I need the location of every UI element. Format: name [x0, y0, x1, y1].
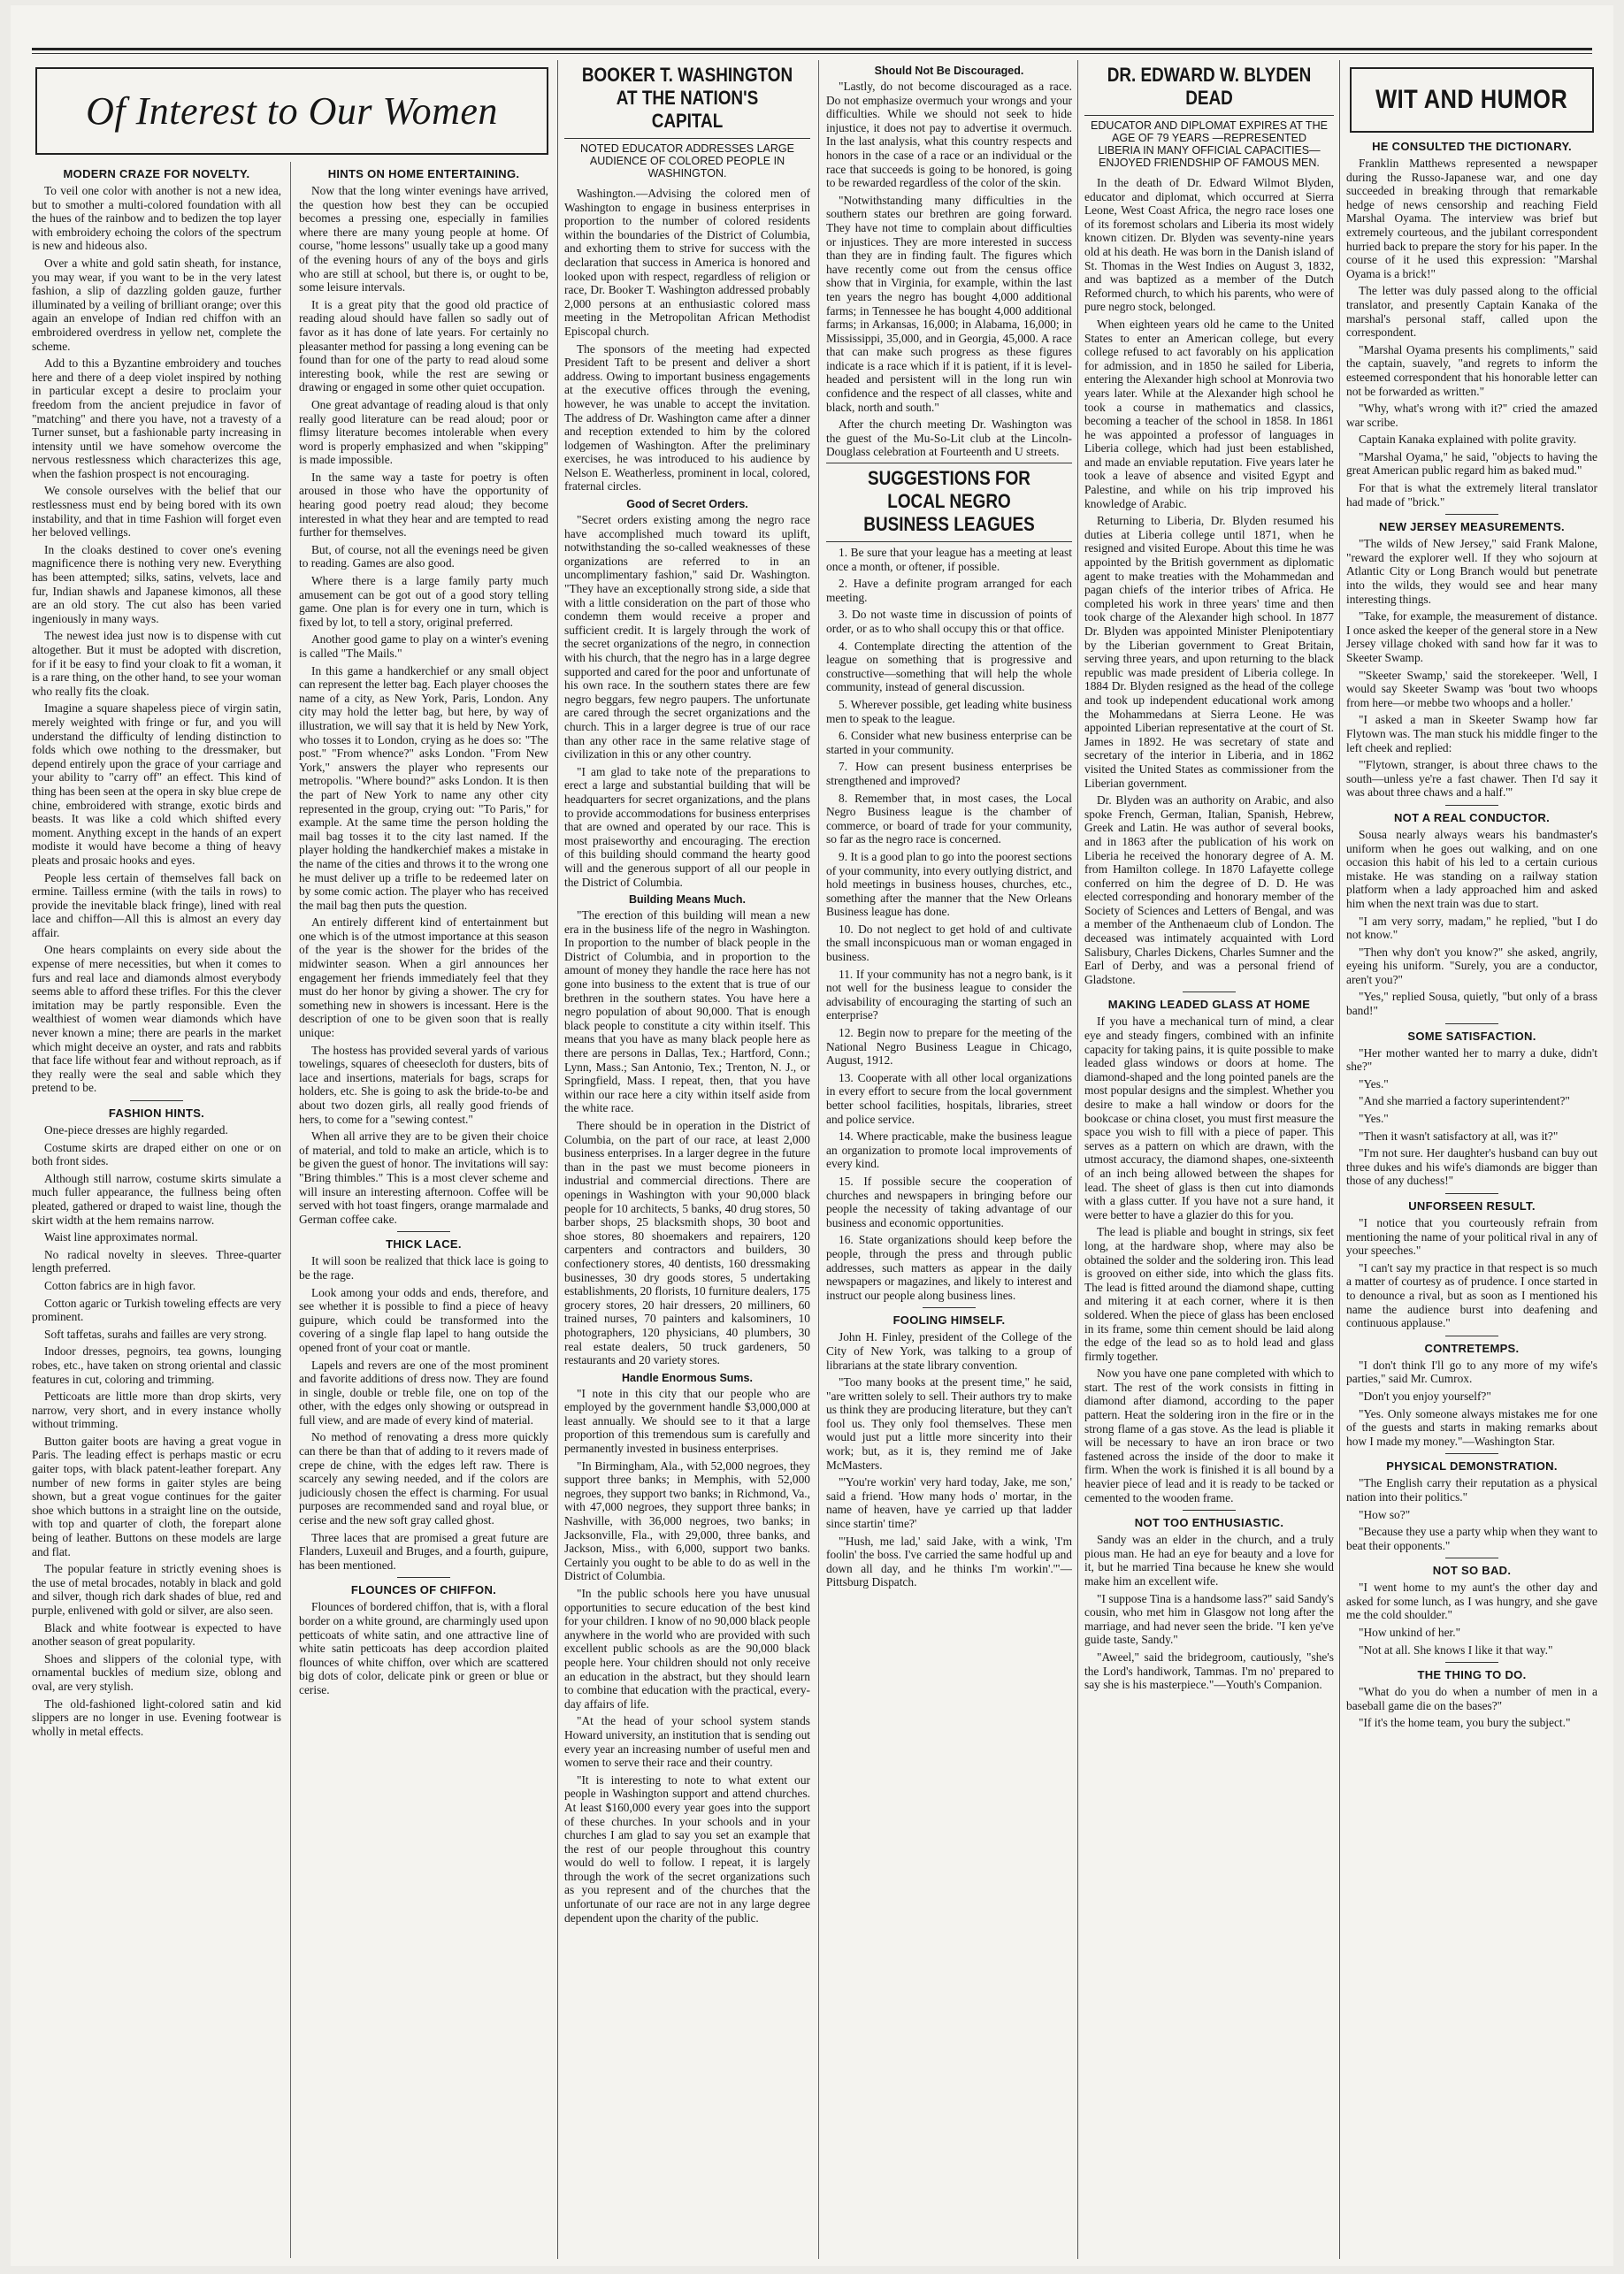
paragraph: After the church meeting Dr. Washington was the guest of the Mu-So-Lit club at the Lincoln-Douglass celebration at Fourteenth and U streets. — [826, 417, 1072, 459]
paragraph: "What do you do when a number of men in a baseball game die on the bases?" — [1346, 1685, 1597, 1712]
article-conductor — [1346, 828, 1597, 1018]
deck-washington: NOTED EDUCATOR ADDRESSES LARGE AUDIENCE OF COLORED PEOPLE IN WASHINGTON. — [580, 142, 794, 180]
paragraph: Captain Kanaka explained with polite gravity. — [1359, 433, 1577, 447]
paragraph: "'Flytown, stranger, is about three chaws to the south—unless ye're a fast chawer. Then I'd say it was about three chaws and a half.'" — [1346, 758, 1597, 800]
paragraph: The hostess has provided several yards of various towelings, squares of cheesecloth for dusters, bits of lace and insertions, materials for bags, scraps for holders, etc. She is going to ask the bride-to-be and about two dozen girls, all really good friends of hers, to come for a "sewing contest." — [299, 1043, 548, 1126]
headline-flounces: FLOUNCES OF CHIFFON. — [350, 1583, 497, 1597]
paragraph: The letter was duly passed along to the official translator, and presently Captain Kanaka of the marshal's personal staff, called upon the correspondent. — [1346, 284, 1597, 340]
headline-washington: BOOKER T. WASHINGTON AT THE NATION'S CAPITAL — [581, 64, 793, 132]
paragraph: "Secret orders existing among the negro race have accomplished much toward its uplift, notwithstanding the so-called weaknesses of these organizations are referred to in an uncomplimentary fashion," said Dr. Washington. "They have an exceptionally strong side, a side that with a little consideration on the part of those who condemn them would receive a proper and sufficient credit. It is largely through the work of the secret organizations of the negro, in connection with his church, that the negro has in a large degree supported and cared for the poor and unfortunate of his own race. In the southern states there are few negro beggars, few negro paupers. The unfortunate are cared through the secret organizations and the church. This in a larger degree is true of our race than any other race in the same relative stage of civilization in this or any other country. — [564, 513, 810, 762]
subhead-secret-orders: Good of Secret Orders. — [626, 498, 748, 511]
paragraph: 1. Be sure that your league has a meeting at least once a month, or oftener, if possible. — [826, 546, 1072, 573]
newspaper-page — [11, 5, 1613, 2266]
paragraph: The lead is pliable and bought in strings, six feet long, at the hardware shop, where may also be obtained the solder and the soldering iron. This lead is grooved on either side, into which the glass fits. The lead is fitted around the diamond shape, cutting and mitering it at each corner, where it is then soldered. When the piece of glass has been enclosed in its frame, some thin cement should be laid along the edge of the lead so as to hold lead and glass firmly together. — [1084, 1225, 1334, 1363]
article-dictionary — [1346, 157, 1597, 509]
paragraph: 11. If your community has not a negro bank, is it not well for the business league to consider the advisability of encouraging the starting of such an enterprise? — [826, 967, 1072, 1022]
paragraph: "I am very sorry, madam," he replied, "but I do not know." — [1346, 914, 1597, 942]
paragraph: But, of course, not all the evenings need be given to reading. Games are also good. — [299, 542, 548, 570]
paragraph: "Because they use a party whip when they want to beat their opponents." — [1346, 1525, 1597, 1552]
paragraph: "I can't say my practice in that respect is so much a matter of courtesy as of prudence. I once started in to denounce a rival, but as soon as I mentioned his name the audience burst into deafening and continuous applause." — [1346, 1260, 1597, 1330]
headline-blyden: DR. EDWARD W. BLYDEN DEAD — [1107, 64, 1312, 109]
article-business-leagues — [826, 546, 1072, 1302]
wit-title: WIT AND HUMOR — [1375, 85, 1568, 114]
paragraph: Add to this a Byzantine embroidery and touches here and there of a deep violet inspired by nothing in particular except a desire to proclaim your freedom from the ancient prejudice in favor of "matching" and there you have, not a travesty of a Turner sunset, but a fashionable party increasing in intensity until we have somehow overcome the nervous restlessness which characterizes this age, when the fashion prospect is not encouraging. — [32, 356, 281, 480]
paragraph: "Yes." — [1359, 1112, 1389, 1126]
paragraph: "I asked a man in Skeeter Swamp how far Flytown was. The man stuck his middle finger to the left cheek and replied: — [1346, 713, 1597, 754]
headline-unforseen: UNFORSEEN RESULT. — [1408, 1199, 1536, 1213]
paragraph: For that is what the extremely literal translator had made of "brick." — [1346, 481, 1597, 509]
paragraph: "How unkind of her." — [1359, 1626, 1461, 1640]
paragraph: "In the public schools here you have unusual opportunities to secure education of the best kind for your children. I know of no 90,000 black people anywhere in the world who are provided with such excellent public schools as are the 90,000 black people here. Your children should not only receive an education in the abstract, but they should learn to combine that education with the practical, every-day affairs of life. — [564, 1587, 810, 1711]
paragraph: Sandy was an elder in the church, and a truly pious man. He had an eye for beauty and a love for it, but he married Tina because he knew she would make him an excellent wife. — [1084, 1533, 1334, 1588]
headline-thick-lace: THICK LACE. — [386, 1237, 462, 1252]
column-rule — [557, 60, 558, 2259]
paragraph: "Then it wasn't satisfactory at all, was it?" — [1359, 1129, 1559, 1143]
paragraph: "'You're workin' very hard today, Jake, me son,' said a friend. 'How many hods o' mortar, in the name of heaven, have ye carried up that ladder since startin' time?' — [826, 1475, 1072, 1531]
headline-business-leagues: SUGGESTIONS FOR LOCAL NEGRO BUSINESS LEAGUES — [863, 467, 1035, 536]
headline-contretemps: CONTRETEMPS. — [1424, 1341, 1520, 1355]
headline-conductor: NOT A REAL CONDUCTOR. — [1393, 810, 1551, 824]
subhead-enormous-sums: Handle Enormous Sums. — [622, 1371, 753, 1384]
paragraph: "Notwithstanding many difficulties in the southern states our brethren are going forward. They have not time to complain about difficulties or injustices. They are more interested in success than they are in finding fault. The figures which have recently come out from the census office show that in Virginia, for example, within the last ten years the negro has bought 4,000 additional farms; in Tennessee he has bought 4,000 additional farms; in Arkansas, 16,000; in Alabama, 16,000; in Mississippi, 35,000, and in Georgia, 45,000. A race that can make such progress as these figures indicate is a race which if it is patient, if it is level-headed and persistent will in the long run win confidence and the respect of all classes, white and black, north and south." — [826, 193, 1072, 414]
article-washington-1 — [564, 187, 810, 494]
paragraph: "Her mother wanted her to marry a duke, didn't she?" — [1346, 1045, 1597, 1074]
rule — [826, 541, 1072, 542]
deck-blyden: EDUCATOR AND DIPLOMAT EXPIRES AT THE AGE OF 79 YEARS —REPRESENTED LIBERIA IN MANY OFFICIAL CAPACITIES—ENJOYED FRIENDSHIP OF FAMOUS MEN. — [1091, 119, 1328, 169]
paragraph: It is a great pity that the good old practice of reading aloud should have fallen so sadly out of favor as it has done of late years. For certainly no pleasanter method for passing a long evening can be found than for one of the party to read aloud some interesting book, while the rest are sewing or drawing or engaged in some other quiet occupation. — [299, 297, 548, 394]
paragraph: In the death of Dr. Edward Wilmot Blyden, educator and diplomat, which occurred at Sierra Leone, West Coast Africa, the negro race loses one of its foremost scholars and Liberia its most widely known citizen. Dr. Blyden was seventy-nine years old at his death. He was born in the Danish island of St. Thomas in the West Indies on August 3, 1832, and was baptized as a member of the Dutch Reformed church, to which his parents, who were of pure negro stock, belonged. — [1084, 176, 1334, 314]
divider — [130, 1100, 183, 1101]
paragraph: It will soon be realized that thick lace is going to be the rage. — [299, 1254, 548, 1282]
washington-right-column — [826, 60, 1072, 2259]
paragraph: The old-fashioned light-colored satin and kid slippers are no longer in use. Evening footwear is wholly in metal effects. — [32, 1696, 281, 1738]
headline-modern-craze: MODERN CRAZE FOR NOVELTY. — [63, 167, 250, 180]
rule — [1084, 115, 1334, 116]
article-new-jersey — [1346, 537, 1597, 800]
paragraph: No radical novelty in sleeves. Three-quarter length preferred. — [32, 1247, 281, 1275]
paragraph: 3. Do not waste time in discussion of points of order, or as to who shall occupy this or that office. — [826, 608, 1072, 635]
column-rule — [818, 60, 819, 2259]
paragraph: "In Birmingham, Ala., with 52,000 negroes, they support three banks; in Memphis, with 52,000 negroes, they support two banks; in Richmond, Va., with 47,000 negroes, they support three banks; in Nashville, with 36,000 negroes, two banks; in Jacksonville, Fla., with 29,000, three banks, and Jackson, Miss., with 6,000, support two banks. Certainly you ought to be able to do as well in the District of Columbia. — [564, 1459, 810, 1583]
paragraph: "How so?" — [1359, 1507, 1411, 1521]
top-rule-thin — [32, 53, 1592, 54]
paragraph: One hears complaints on every side about the expense of mere necessities, but when it comes to furs and real lace and diamonds almost everybody seems able to afford these trifles. For this the clever imitation may be partly responsible. Even the wealthiest of women wear diamonds which have never known a mine; there are pearls in the market which might deceive an oyster, and rats and rabbits that face life without fear and without reproach, as if they really were the seal and sable which they pretend to be. — [32, 943, 281, 1095]
headline-not-so-bad: NOT SO BAD. — [1432, 1564, 1512, 1578]
paragraph: "Yes." — [1359, 1076, 1389, 1091]
paragraph: Franklin Matthews represented a newspaper during the Russo-Japanese war, and one day succeeded in breaking through that remarkable hedge of news censorship and reaching Field Marshal Oyama. The interview was brief but extremely courteous, and the jubilant correspondent hurried back to prepare the story for his paper. In the course of it he used this expression: "Marshal Oyama is a brick!" — [1346, 157, 1597, 280]
paragraph: "'Skeeter Swamp,' said the storekeeper. 'Well, I would say Skeeter Swamp was 'bout two whoops from here—or mebbe two whoops and a holler.' — [1346, 668, 1597, 709]
paragraph: "The erection of this building will mean a new era in the business life of the negro in Washington. In proportion to the number of black people in the District of Columbia, and in proportion to the amount of money they handle the race here has not gone into business to the extent that is true of our brethren in the southern states. You have here a negro population of about 90,000. That is enough black people to constitute a city within itself. This means that you have as many black people here as there are persons in Dallas, Tex.; Hartford, Conn.; Lynn, Mass.; San Antonio, Tex.; Trenton, N. J., or Springfield, Mass. I repeat, then, that you have within our race here a city within itself aside from the white race. — [564, 908, 810, 1115]
divider — [1445, 805, 1498, 806]
paragraph: The sponsors of the meeting had expected President Taft to be present and deliver a short address. Owing to important business engagements at the executive offices through the evening, however, he was unable to accept the invitation. The address of Dr. Washington came after a dinner and reception extended to him by the colored lodgemen of Washington. After the preliminary exercises, he was introduced to his audience by Nelson E. Weatherless, prominent in local, colored, fraternal circles. — [564, 341, 810, 494]
paragraph: Petticoats are little more than drop skirts, very narrow, very short, and in every instance wholly without trimming. — [32, 1390, 281, 1431]
paragraph: Imagine a square shapeless piece of virgin satin, merely weighted with fringe or fur, and you will understand the difficulty of lending distinction to folds which owe nothing to the dressmaker, but depend entirely upon the grace of your carriage and your ability to "carry off" an effect. This kind of thing has been seen at the opera in sky blue crepe de chine, embroidered with strange, exotic birds and beasts. It was like a cold which shifted every moment. Anything except in the hands of an expert modiste it would have become a thing of heavy pleats and prosaic hooks and eyes. — [32, 701, 281, 867]
paragraph: When eighteen years old he came to the United States to enter an American college, but every college refused to act favorably on his application for admission, and in 1850 he sailed for Liberia, entering the Alexander high school at Monrovia two years later. While at the Alexander high school he took a course in mathematics and classics, becoming a teacher of the school in 1858. In 1861 he was appointed a professor of languages in Liberia college, which had just been established, and made an enviable reputation. Five years later he took a leave of absence and visited Egypt and Palestine, and while on his trip improved his knowledge of Arabic. — [1084, 317, 1334, 510]
paragraph: "The wilds of New Jersey," said Frank Malone, "reward the explorer well. If they who sojourn at Atlantic City or Long Branch would but penetrate into the wilds, they would see and hear many interesting things. — [1346, 537, 1597, 606]
paragraph: Where there is a large family party much amusement can be got out of a good story telling game. One plan is for every one in turn, which is fixed by lot, to tell a story, original preferred. — [299, 574, 548, 629]
women-section-title-box — [35, 67, 548, 155]
article-not-too-enthusiastic — [1084, 1533, 1334, 1692]
paragraph: John H. Finley, president of the College of the City of New York, was talking to a group of librarians at the state library convention. — [826, 1330, 1072, 1372]
headline-thing-to-do: THE THING TO DO. — [1417, 1668, 1527, 1682]
paragraph: Shoes and slippers of the colonial type, with ornamental buckles of medium size, oblong and oval, are very stylish. — [32, 1651, 281, 1693]
paragraph: Washington.—Advising the colored men of Washington to engage in business enterprises in proportion to the number of colored residents within the boundaries of the District of Columbia, and exhorting them to strive for success with the declaration that success in America is honored and looked upon with respect, regardless of religion or race, Dr. Booker T. Washington addressed probably 2,000 persons at an enthusiastic colored mass meeting in the Metropolitan African Methodist Episcopal church. — [564, 187, 810, 338]
subhead-building: Building Means Much. — [629, 893, 746, 907]
paragraph: "I'm not sure. Her daughter's husband can buy out three dukes and his wife's diamonds are bigger than those of any duchess!" — [1346, 1146, 1597, 1188]
headline-dictionary: HE CONSULTED THE DICTIONARY. — [1372, 140, 1572, 153]
article-thing-to-do — [1346, 1685, 1597, 1730]
headline-leaded-glass: MAKING LEADED GLASS AT HOME — [1107, 998, 1311, 1012]
paragraph: "Take, for example, the measurement of distance. I once asked the keeper of the general store in a New Jersey village choked with sand how far it was to Skeeter Swamp. — [1346, 609, 1597, 664]
washington-section — [564, 60, 1072, 2259]
women-section — [32, 60, 552, 2259]
paragraph: Sousa nearly always wears his bandmaster's uniform when he goes out walking, and on one occasion this habit of his led to a certain curious mistake. He was standing on a railway station platform when a lady approached him and asked him when the next train was due to start. — [1346, 827, 1597, 910]
article-flounces — [299, 1600, 548, 1696]
paragraph: "Yes. Only someone always mistakes me for one of the guests and starts in making remarks about how I made my money."—Washington Star. — [1346, 1406, 1597, 1448]
paragraph: "I suppose Tina is a handsome lass?" said Sandy's cousin, who met him in Glasgow not long after the marriage, and had never seen the bride. "I ken ye've guide taste, Sandy." — [1084, 1591, 1334, 1647]
paragraph: There should be in operation in the District of Columbia, on the part of our race, at least 2,000 business enterprises. In a larger degree in the future than in the past we must become pioneers in industrial and commercial directions. There are openings in Washington with your 90,000 black people for 10 architects, 5 banks, 40 drug stores, 50 barber shops, 25 blacksmith shops, 30 boot and shoe stores, 80 shoemakers and repairers, 120 carpenters and contractors and builders, 30 confectionery stores, 40 dentists, 160 dressmaking businesses, 30 dry goods stores, 5 undertaking establishments, 20 florists, 10 furniture dealers, 175 grocery stores, 20 hair dressers, 20 milliners, 60 trained nurses, 70 painters and kalsominers, 10 photographers, 120 physicians, 40 plumbers, 30 real estate dealers, 50 truck gardeners, 50 restaurants and 20 variety stores. — [564, 1119, 810, 1367]
paragraph: "I went home to my aunt's the other day and asked for some lunch, as I was hungry, and she gave me the cold shoulder." — [1346, 1581, 1597, 1622]
paragraph: "Too many books at the present time," he said, "are written solely to sell. Their authors try to make us think they are producing literature, but they can't fool us. They only fool themselves. These men would just put a little more sincerity into their work; but, as it is, they remind me of Jake McMasters. — [826, 1375, 1072, 1472]
paragraph: Returning to Liberia, Dr. Blyden resumed his duties at Liberia college until 1871, when he resigned and visited Europe. About this time he was appointed by the British government as diplomatic agent to make treaties with the Mohammedan and pagan chiefs of the interior tribes of Africa. He completed his work in three years' time and then took charge of the Alexander high school. In 1877 Dr. Blyden was appointed Minister Plenipotentiary by the Liberian government to Great Britain, serving three years, and upon returning to the black republic was made president of Liberia college. In 1884 Dr. Blyden resigned as the head of the college and took up independent educational work among the Mohammedans at Sierra Leone. He was appointed Liberian representative at the court of St. James in 1892. He was secretary of state and secretary of the interior in Liberia, and in 1862 visited the United States as commissioner from the Liberian government. — [1084, 514, 1334, 790]
paragraph: Waist line approximates normal. — [44, 1230, 198, 1244]
paragraph: Button gaiter boots are having a great vogue in Paris. The leading effect is perhaps mastic or ecru gaiter tops, with black patent-leather forepart. Any number of new forms in gaiter styles are being shown, but a great vogue continues for the gaiter shoe which buttons in a straight line on the outside, with top and quarter of cloth, the forepart alone being of leather. Buttons on these models are large and flat. — [32, 1434, 281, 1558]
article-home-entertaining — [299, 184, 548, 1226]
column-rule — [1339, 60, 1340, 2259]
article-fooling-himself — [826, 1330, 1072, 1589]
article-blyden — [1084, 176, 1334, 986]
article-not-so-bad — [1346, 1581, 1597, 1657]
paragraph: "I am glad to take note of the preparations to erect a large and substantial building that will be headquarters for secret organizations, and the plans to provide accommodations for business enterprises that are owned and operated by our race. This is most praiseworthy and encouraging. The erection of this building should command the hearty good will and the generous support of all our people in the District of Columbia. — [564, 764, 810, 889]
subhead-discouraged: Should Not Be Discouraged. — [874, 65, 1024, 77]
paragraph: An entirely different kind of entertainment but one which is of the utmost importance at this season of the year is the shower for the brides of the midwinter season. When a girl announces her engagement her friends immediately feel that they must do her honor by giving a shower. The cry for something new in showers is incessant. Here is the description of one to be given soon that is really unique: — [299, 915, 548, 1040]
paragraph: 4. Contemplate directing the attention of the league on something that is progressive and constructive—something that will help the whole community, instead of general discussion. — [826, 639, 1072, 694]
top-rule — [32, 48, 1592, 50]
paragraph: 6. Consider what new business enterprise can be started in your community. — [826, 729, 1072, 756]
column-rule — [290, 162, 291, 2258]
paragraph: 10. Do not neglect to get hold of and cultivate the small inconspicuous man or woman engaged in business. — [826, 922, 1072, 964]
headline-new-jersey: NEW JERSEY MEASUREMENTS. — [1379, 520, 1565, 534]
paragraph: "Don't you enjoy yourself?" — [1359, 1389, 1491, 1403]
paragraph: No method of renovating a dress more quickly can there be than that of adding to it revers made of crepe de chine, with the edges left raw. There is scarcely any sewing needed, and if the colors are judiciously chosen the effect is charming. For usual purposes are recommended sand and royal blue, or cerise and the new soft gray called ghost. — [299, 1430, 548, 1527]
paragraph: The popular feature in strictly evening shoes is the use of metal brocades, notably in black and gold and silver, though rich dark shades of blue, red and purple, enlivened with gold or silver, are also seen. — [32, 1562, 281, 1617]
paragraph: Three laces that are promised a great future are Flanders, Luxeuil and Bruges, and a fourth, guipure, has been mentioned. — [299, 1530, 548, 1572]
paragraph: "I notice that you courteously refrain from mentioning the name of your political rival in any of your speeches." — [1346, 1216, 1597, 1258]
women-subcolumns — [32, 162, 552, 2258]
paragraph: "Then why don't you know?" she asked, angrily, eyeing his uniform. "Surely, you are a conductor, aren't you?" — [1346, 945, 1597, 986]
paragraph: The newest idea just now is to dispense with cut altogether. But it must be adopted with discretion, for if it be easy to find your cloak to fit a woman, it is a rare thing, on the other hand, to see your woman who really fits the cloak. — [32, 629, 281, 698]
article-fashion-hints — [32, 1123, 281, 1738]
divider — [1445, 1662, 1498, 1663]
paragraph: 2. Have a definite program arranged for each meeting. — [826, 577, 1072, 604]
paragraph: 13. Cooperate with all other local organizations in every effort to secure from the local government better school facilities, hospitals, libraries, street and police service. — [826, 1070, 1072, 1126]
paragraph: Soft taffetas, surahs and failles are very strong. — [44, 1327, 267, 1341]
women-section-title: Of Interest to Our Women — [86, 89, 498, 133]
paragraph: "Aweel," said the bridegroom, cautiously, "she's the Lord's handiwork, Tammas. I'm no' prepared to say she is his masterpiece."—Youth's Companion. — [1084, 1650, 1334, 1692]
paragraph: "Yes," replied Sousa, quietly, "but only of a brass band!" — [1346, 990, 1597, 1018]
headline-home-entertaining: HINTS ON HOME ENTERTAINING. — [327, 167, 520, 180]
paragraph: Cotton agaric or Turkish toweling effects are very prominent. — [32, 1296, 281, 1324]
paragraph: Dr. Blyden was an authority on Arabic, and also spoke French, German, Italian, Spanish, Hebrew, Greek and Latin. He was author of several books, and in 1863 after the publication of his work on Liberia he received the honorary degree of A. M. from Hamilton college. In 1870 Lafayette college conferred on him the degree of D. D. He was elected corresponding and honorary member of the Society of Sciences and Letters of Bengal, and was a member of the Anthenaeum club of London. The deceased was intimately acquainted with Lord Salisbury, Charles Dickens, Charles Sumner and the Earl of Derby, and was a personal friend of Gladstone. — [1084, 793, 1334, 986]
paragraph: We console ourselves with the belief that our restlessness must end by being bored with its own instability, and that in time Fashion will forget even her beloved vellings. — [32, 484, 281, 540]
divider — [397, 1231, 450, 1232]
paragraph: 12. Begin now to prepare for the meeting of the National Negro Business League in Chicago, August, 1912. — [826, 1026, 1072, 1068]
paragraph: "I don't think I'll go to any more of my wife's parties," said Mr. Cumrox. — [1346, 1358, 1597, 1386]
blyden-section — [1084, 60, 1334, 2259]
divider — [397, 1577, 450, 1578]
paragraph: 5. Wherever possible, get leading white business men to speak to the league. — [826, 697, 1072, 725]
article-leaded-glass — [1084, 1014, 1334, 1505]
divider — [1445, 1023, 1498, 1024]
paragraph: "Not at all. She knows I like it that way." — [1359, 1642, 1553, 1657]
article-modern-craze — [32, 184, 281, 1095]
paragraph: 8. Remember that, in most cases, the Local Negro Business league is the chamber of commerce, or board of trade for your community, so far as the negro race is concerned. — [826, 791, 1072, 846]
paragraph: One-piece dresses are highly regarded. — [44, 1123, 228, 1137]
paragraph: Black and white footwear is expected to have another season of great popularity. — [32, 1620, 281, 1649]
divider — [1445, 514, 1498, 515]
paragraph: Indoor dresses, pegnoirs, tea gowns, lounging robes, etc., have taken on strong oriental and classic features in cut, coloring and trimming. — [32, 1344, 281, 1386]
paragraph: Cotton fabrics are in high favor. — [44, 1278, 196, 1292]
article-physical — [1346, 1476, 1597, 1552]
paragraph: In the same way a taste for poetry is often aroused in those who have the opportunity of hearing good poetry read aloud; they become interested in what they hear and are tempted to read further for themselves. — [299, 470, 548, 540]
paragraph: 16. State organizations should keep before the people, through the press and through public addresses, such matters as appear in the daily newspapers or magazines, and likely to interest and instruct our people along business lines. — [826, 1233, 1072, 1302]
paragraph: Now you have one pane completed with which to start. The rest of the work consists in fitting in diamond after diamond, according to the paper pattern. Heat the soldering iron in the fire or in the strong flame of a gas stove. As the lead is pliable it will be necessary to have an iron brace or two fastened across the inside of the door to make it firm. When the work is finished it is all bound by a heavier piece of lead and it is ready to be tacked or cemented to the wooden frame. — [1084, 1367, 1334, 1505]
article-washington-4 — [564, 1387, 810, 1926]
paragraph: Costume skirts are draped either on one or on both front sides. — [32, 1140, 281, 1168]
paragraph: Another good game to play on a winter's evening is called "The Mails." — [299, 632, 548, 660]
paragraph: Over a white and gold satin sheath, for instance, you may wear, if you want to be in the very latest fashion, a slip of dazzling golden gauze, further illuminated by a veiling of brilliant orange; over this again an envelope of Indian red chiffon with an embroidered overdress in yellow net, complete the scheme. — [32, 256, 281, 353]
washington-left-column — [564, 60, 810, 2259]
women-right-column — [299, 162, 548, 2258]
paragraph: Lapels and revers are one of the most prominent and favorite additions of dress now. They are found in single, double or treble file, one on top of the other, with the edges only showing or outspread in full view, and are made of every kind of material. — [299, 1358, 548, 1427]
paragraph: If you have a mechanical turn of mind, a clear eye and steady fingers, combined with an infinite capacity for taking pains, it is quite possible to make leaded glass windows or doors at home. The diamond-shaped and the long pointed panels are the most popular designs and the simplest. Whether you desire to make a hall window or doors for the bookcase or china closet, you must first measure the space you wish to fill with a piece of paper. This serves as a pattern on which are drawn, with the utmost accuracy, the diamond shapes, one-sixteenth of an inch being allowed between the shapes for lead. The sheet of glass is then cut into diamonds with a glass cutter. If you have not a sure hand, it were better to have a glazier do this for you. — [1084, 1014, 1334, 1221]
paragraph: 14. Where practicable, make the business league an organization to promote local improvements of every kind. — [826, 1129, 1072, 1171]
paragraph: "Marshal Oyama," he said, "objects to having the great American public regard him as baked mud." — [1346, 449, 1597, 478]
paragraph: Flounces of bordered chiffon, that is, with a floral border on a white ground, are charmingly used upon petticoats of white satin, and one attractive line of white satin petticoats has deep accordion plaited flounces of white chiffon, over which are scattered big dots of color, delicate pink or green or blue or cerise. — [299, 1600, 548, 1696]
article-washington-2 — [564, 513, 810, 889]
paragraph: "The English carry their reputation as a physical nation into their politics." — [1346, 1476, 1597, 1504]
article-thick-lace — [299, 1254, 548, 1572]
headline-fooling-himself: FOOLING HIMSELF. — [892, 1313, 1006, 1328]
article-unforseen — [1346, 1216, 1597, 1330]
paragraph: "'Hush, me lad,' said Jake, with a wink, 'I'm foolin' the boss. I've carried the same hodful up and down all day, and he thinks I'm workin'.'"—Pittsburg Dispatch. — [826, 1534, 1072, 1589]
article-contretemps — [1346, 1359, 1597, 1449]
headline-physical: PHYSICAL DEMONSTRATION. — [1386, 1459, 1558, 1474]
paragraph: "If it's the home team, you bury the subject." — [1359, 1716, 1571, 1730]
paragraph: "Marshal Oyama presents his compliments," said the captain, suavely, "and regrets to inform the esteemed correspondent that his honorable letter can not be forwarded as written." — [1346, 342, 1597, 398]
divider — [923, 1307, 976, 1308]
paragraph: Look among your odds and ends, therefore, and see whether it is possible to find a piece of heavy guipure, which could be transformed into the covering of a single flap lapel to hang outside the opened front of your coat or mantle. — [299, 1285, 548, 1354]
paragraph: One great advantage of reading aloud is that only really good literature can be read aloud; poor or flimsy literature becomes intolerable when every word is properly emphasized and when "skipping" is made impossible. — [299, 397, 548, 467]
paragraph: In this game a handkerchief or any small object can represent the letter bag. Each player chooses the name of a city, as New York, Paris, London. Any city may hold the letter bag, but here, by way of illustration, we will say that it is held by New York, who tosses it to London, crying as he does so: "The post." "From whence?" asks London. "From New York," answers the player who represents our metropolis. "Where bound?" asks London. It is then the part of New York to name any other city represented in the group, crying out: "To Paris," for example. At the same time the person holding the mail bag tosses it to the city last named. If the player holding the handkerchief makes a mistake in the name of the cities and throws it to the wrong one he must deliver up a trifle to be redeemed later on by some comic action. The player who has received the mail bag then puts the question. — [299, 663, 548, 912]
paragraph: 15. If possible secure the cooperation of churches and newspapers in bringing before our people the necessity of taking advantage of our business and economic opportunities. — [826, 1174, 1072, 1229]
article-satisfaction — [1346, 1046, 1597, 1188]
article-washington-3 — [564, 908, 810, 1367]
paragraph: When all arrive they are to be given their choice of material, and told to make an article, which is to be given the guest of honor. The invitations will say: "Bring thimbles." This is a most clever scheme and will insure an interesting afternoon. Coffee will be served with hot toast fingers, orange marmalade and German coffee cake. — [299, 1129, 548, 1226]
paragraph: Now that the long winter evenings have arrived, the question how best they can be occupied becomes a pressing one, especially in families where there are many young people at home. Of course, "home lessons" usually take up a good many of the evening hours of any of the boys and girls who are still at school, but there is, or ought to be, some leisure intervals. — [299, 184, 548, 295]
paragraph: In the cloaks destined to cover one's evening magnificence there is nothing very new. Everything has been attempted; silks, satins, velvets, lace and fur, Indian shawls and Japanese kimonos, all these are an old story. The cut also has been varied ingeniously in many ways. — [32, 542, 281, 625]
paragraph: People less certain of themselves fall back on ermine. Tailless ermine (with the tails in rows) to provide the inevitable black fringe), lined with real lace and chiffon—All this is almost an every day affair. — [32, 870, 281, 939]
paragraph: Although still narrow, costume skirts simulate a much fuller appearance, the fullness being often pleated, gathered or draped to waist line, though the skirt width at the hem remains narrow. — [32, 1171, 281, 1227]
paragraph: To veil one color with another is not a new idea, but to smother a multi-colored foundation with all the hues of the rainbow and to bedizen the top layer with embroidery echoing the colors of the spectrum is new and hideous also. — [32, 184, 281, 253]
divider — [1183, 1510, 1236, 1511]
paragraph: "Lastly, do not become discouraged as a race. Do not emphasize overmuch your wrongs and your difficulties. While we should not seek to hide injustice, it does not pay to advertise it overmuch. In the last analysis, what this country respects and honors in the case of a race or an individual or the race that succeeds is going to be honored, is going to be rewarded regardless of the color of the skin. — [826, 80, 1072, 190]
paragraph: "I note in this city that our people who are employed by the government handle $3,000,000 at least annually. We should see to it that a large proportion of this tremendous sum is carefully and permanently invested in business enterprises. — [564, 1386, 810, 1456]
divider — [1445, 1193, 1498, 1194]
paragraph: "Why, what's wrong with it?" cried the amazed war scribe. — [1346, 402, 1597, 429]
divider — [1445, 1453, 1498, 1454]
wit-title-box — [1350, 67, 1594, 133]
headline-not-too-enthusiastic: NOT TOO ENTHUSIASTIC. — [1134, 1516, 1284, 1530]
women-left-column — [32, 162, 281, 2258]
column-rule — [1077, 60, 1078, 2259]
rule — [564, 138, 810, 139]
paragraph: "It is interesting to note to what extent our people in Washington support and attend churches. At least $160,000 every year goes into the support of these churches. In your schools and in your churches I am glad to say you set an example that the rest of our people throughout this country would do well to follow. I repeat, it is largely through the work of the secret organizations such as you represent and of the churches that the unfortunate of our race are not in any large degree dependent upon the charity of the public. — [564, 1772, 810, 1925]
headline-fashion-hints: FASHION HINTS. — [108, 1106, 205, 1120]
article-washington-5 — [826, 80, 1072, 459]
wit-section — [1346, 60, 1597, 2259]
headline-satisfaction: SOME SATISFACTION. — [1407, 1029, 1536, 1043]
paragraph: "At the head of your school system stands Howard university, an institution that is sending out every year an increasing number of useful men and women to serve their race and their country. — [564, 1714, 810, 1770]
paragraph: "And she married a factory superintendent?" — [1359, 1094, 1570, 1108]
paragraph: 7. How can present business enterprises be strengthened and improved? — [826, 760, 1072, 787]
paragraph: 9. It is a good plan to go into the poorest sections of your community, into every outlying district, and hold meetings in business houses, churches, etc., something after the manner that the New Orleans Business league has done. — [826, 849, 1072, 919]
